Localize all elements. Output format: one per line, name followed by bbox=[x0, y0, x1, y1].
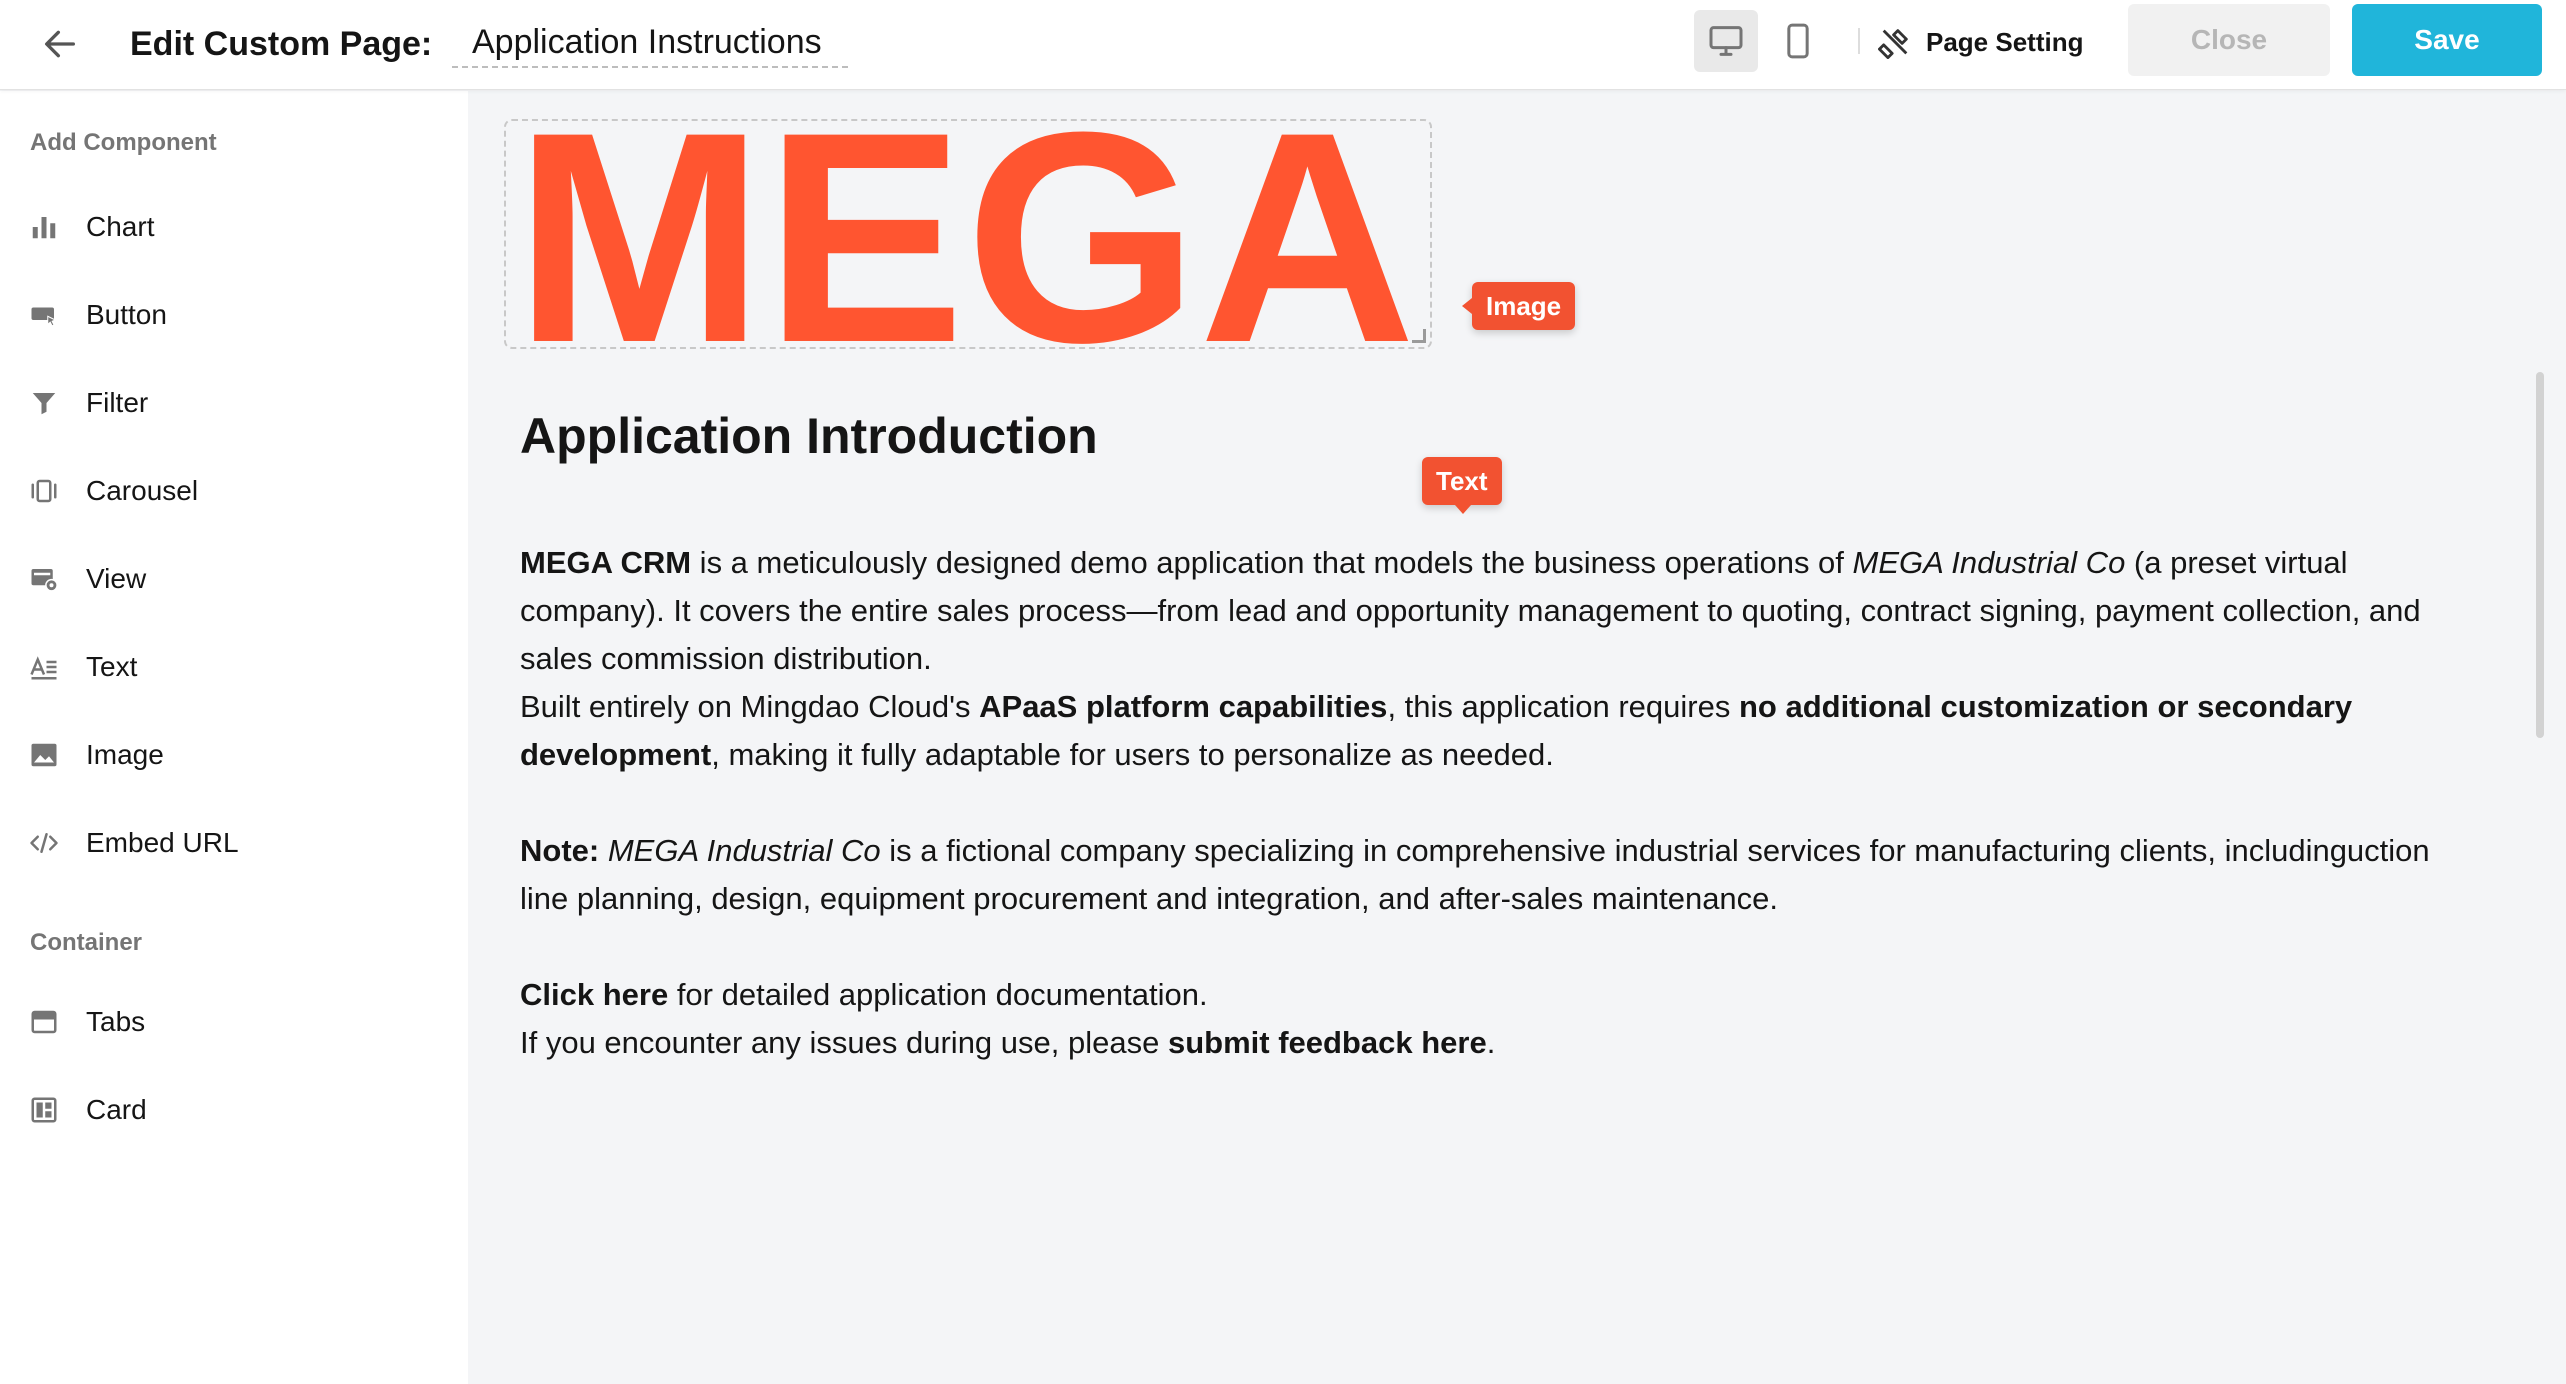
feedback-link[interactable]: submit feedback here bbox=[1167, 1025, 1487, 1060]
sidebar-item-text[interactable] bbox=[0, 627, 468, 707]
close-button[interactable]: Close bbox=[2128, 4, 2330, 76]
sidebar-item-view[interactable] bbox=[0, 539, 468, 619]
company-name: MEGA Industrial Co bbox=[1852, 545, 2126, 580]
card-icon bbox=[28, 1094, 60, 1126]
canvas-scrollbar[interactable] bbox=[2536, 372, 2544, 738]
tabs-icon bbox=[28, 1006, 60, 1038]
sidebar-item-image[interactable] bbox=[0, 715, 468, 795]
feedback-text: . bbox=[1486, 1025, 1496, 1060]
sidebar-item-tabs[interactable] bbox=[0, 982, 468, 1062]
mobile-view-button[interactable] bbox=[1766, 10, 1830, 72]
page-setting-label: Page Setting bbox=[1926, 26, 2084, 57]
code-icon bbox=[28, 827, 60, 859]
view-icon bbox=[28, 563, 60, 595]
sidebar-item-label: Carousel bbox=[86, 475, 199, 506]
docs-text: for detailed application documentation. bbox=[668, 977, 1208, 1012]
top-bar bbox=[0, 0, 2566, 90]
filter-icon bbox=[28, 387, 60, 419]
docs-paragraph bbox=[520, 971, 2480, 1019]
text-icon bbox=[28, 651, 60, 683]
page-canvas bbox=[468, 91, 2566, 1384]
arrow-left-icon bbox=[40, 24, 80, 64]
sidebar-item-filter[interactable] bbox=[0, 363, 468, 443]
sidebar-item-card[interactable] bbox=[0, 1070, 468, 1150]
image-component[interactable] bbox=[504, 119, 1432, 349]
content-heading: Application Introduction bbox=[520, 408, 1098, 464]
sidebar-item-label: View bbox=[86, 563, 147, 594]
note-label: Note: bbox=[520, 833, 600, 868]
note-paragraph bbox=[520, 827, 2480, 923]
page-editor-label: Edit Custom Page: bbox=[130, 25, 433, 63]
component-sidebar bbox=[0, 91, 468, 1384]
back-button[interactable] bbox=[30, 14, 90, 74]
no-customization-text: no additional customization or secondary development bbox=[520, 689, 2353, 772]
sidebar-item-embed-url[interactable] bbox=[0, 803, 468, 883]
intro-text: is a meticulously designed demo application that models the business operations of bbox=[691, 545, 1853, 580]
paragraph-gap bbox=[520, 923, 2480, 971]
sidebar-item-label: Filter bbox=[86, 387, 149, 418]
documentation-link[interactable]: Click here bbox=[520, 977, 669, 1012]
paragraph-gap bbox=[520, 779, 2480, 827]
carousel-icon bbox=[28, 475, 60, 507]
platform-text: , making it fully adaptable for users to personalize as needed. bbox=[711, 737, 1554, 772]
sidebar-item-label: Chart bbox=[86, 211, 155, 242]
sidebar-item-label: Tabs bbox=[86, 1006, 146, 1037]
monitor-icon bbox=[1706, 21, 1746, 61]
image-component-tag: Image bbox=[1472, 282, 1575, 330]
sidebar-item-chart[interactable] bbox=[0, 187, 468, 267]
sidebar-item-button[interactable] bbox=[0, 275, 468, 355]
add-component-heading: Add Component bbox=[30, 129, 217, 156]
text-component[interactable] bbox=[520, 401, 2480, 1067]
sidebar-item-label: Embed URL bbox=[86, 827, 239, 858]
container-heading: Container bbox=[30, 929, 143, 956]
platform-text: , this application requires bbox=[1387, 689, 1739, 724]
page-name-field[interactable]: Application Instructions bbox=[452, 18, 848, 68]
intro-text: (a preset virtual company). It covers the entire sales process—from lead and opportunity management to quoting, contract signing, payment collection, and sales commission distribution. bbox=[520, 545, 2421, 676]
product-name: MEGA CRM bbox=[520, 545, 692, 580]
tools-icon bbox=[1878, 25, 1912, 59]
feedback-text: If you encounter any issues during use, please bbox=[520, 1025, 1168, 1060]
platform-paragraph bbox=[520, 683, 2480, 779]
sidebar-item-label: Image bbox=[86, 739, 164, 770]
note-text: is a fictional company specializing in comprehensive industrial services for manufacturing clients, includinguction line planning, design, equipment procurement and integration, and after-sales maintenance. bbox=[520, 833, 2430, 916]
company-name: MEGA Industrial Co bbox=[607, 833, 881, 868]
sidebar-item-label: Button bbox=[86, 299, 167, 330]
button-icon bbox=[28, 299, 60, 331]
feedback-paragraph bbox=[520, 1019, 2480, 1067]
resize-handle[interactable] bbox=[1412, 329, 1426, 343]
intro-paragraph bbox=[520, 539, 2480, 683]
mega-logo bbox=[506, 121, 1430, 347]
platform-text: Built entirely on Mingdao Cloud's bbox=[520, 689, 980, 724]
desktop-view-button[interactable] bbox=[1694, 10, 1758, 72]
sidebar-item-label: Card bbox=[86, 1094, 147, 1125]
sidebar-item-carousel[interactable] bbox=[0, 451, 468, 531]
bar-chart-icon bbox=[28, 211, 60, 243]
platform-capabilities: APaaS platform capabilities bbox=[979, 689, 1388, 724]
sidebar-item-label: Text bbox=[86, 651, 138, 682]
page-setting-button[interactable] bbox=[1878, 18, 2083, 66]
note-spacer bbox=[599, 833, 608, 868]
svg-text:MEGA: MEGA bbox=[514, 121, 1416, 347]
save-button[interactable]: Save bbox=[2352, 4, 2542, 76]
text-component-tag: Text bbox=[1422, 457, 1502, 505]
phone-icon bbox=[1778, 21, 1818, 61]
image-icon bbox=[28, 739, 60, 771]
toolbar-divider bbox=[1858, 28, 1860, 54]
